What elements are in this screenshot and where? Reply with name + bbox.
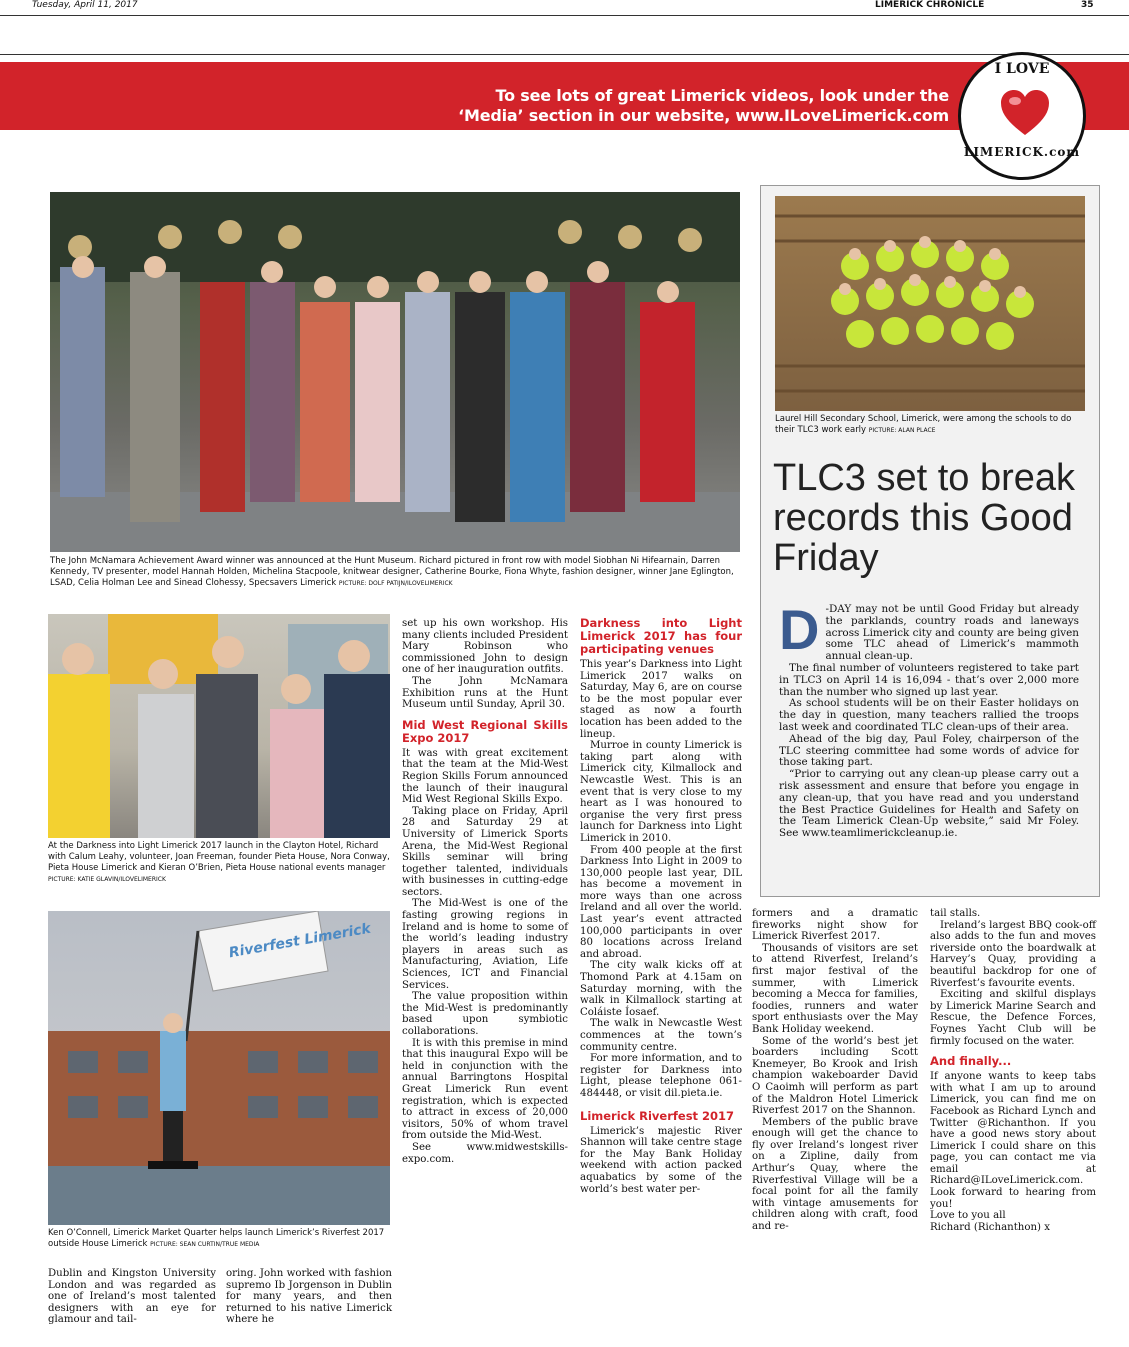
photo2-caption-text: At the Darkness into Light Limerick 2017 launch in the Clayton Hotel, Richard with Calum Leahy, volunteer, Joan Freeman, founder Pieta House, Nora Conway, Pieta House Limerick and Kieran O’Brien, Pieta House national events manager (48, 841, 390, 873)
col-e-para-3: Some of the world’s best jet boarders including Scott Knemeyer, Bo Krook and Irish champion wakeboarder David O Caoimh will perform as part of the Maldron Hotel Limerick Riverfest 2017 on the Shannon. (752, 1035, 918, 1117)
tlc3-para-5: “Prior to carrying out any clean-up please carry out a risk assessment and ensure that before you engage in any clean-up, that you have read and you understand the Best Practice Guidelines for Health and Safety on the Team Limerick Clean-Up website,” said Mr Foley. See www.teamlimerickcleanup.ie. (779, 768, 1079, 840)
photo3-caption-text: Ken O’Connell, Limerick Market Quarter helps launch Limerick’s Riverfest 2017 outside House Limerick (48, 1228, 385, 1249)
photo3-caption (48, 1228, 393, 1250)
tlc3-body (779, 598, 1079, 840)
col-d-para-7: Limerick’s majestic River Shannon will take centre stage for the May Bank Holiday weekend with action packed aquabatics by some of the world’s best water per- (580, 1125, 742, 1195)
col-e-para-2: Thousands of visitors are set to attend Riverfest, Ireland’s first major festival of the summer, with Limerick becoming a Mecca for families, foodies, runners and water sport enthusiasts over the May Bank Holiday weekend. (752, 942, 918, 1035)
tlc3-sidebar (760, 185, 1100, 897)
col-e-para-1: formers and a dramatic fireworks night show for Limerick Riverfest 2017. (752, 908, 918, 943)
col-f-para-1: tail stalls. (930, 908, 981, 919)
photo-laurel-hill-students (775, 196, 1085, 411)
banner-line-2: ‘Media’ section in our website, www.ILoveLimerick.com (458, 106, 949, 125)
col-c-para-3: It was with great excitement that the team at the Mid-West Region Skills Forum announced the launch of their inaugural Mid West Regional Skills Expo. (402, 747, 568, 806)
tlc3-headline: TLC3 set to break records this Good Friday (773, 457, 1076, 579)
col-f-para-3: Exciting and skilful displays by Limerick Marine Search and Rescue, the Defence Forces, Foynes Yacht Club will be firmly focused on the water. (930, 989, 1096, 1047)
col-f-para-6: Richard (Richanthon) x (930, 1221, 1051, 1233)
dil-group-illustration (48, 614, 390, 838)
photo1-credit: PICTURE: DOLF PATIJN/ILOVELIMERICK (338, 580, 453, 587)
newspaper-name: LIMERICK CHRONICLE (875, 0, 985, 10)
col-d-para-3: From 400 people at the first Darkness Into Light in 2009 to 130,000 people last year, DIL has become a movement in more ways than one across Ireland and all over the world. Last year’s event attracted 100,000 participants in over 80 locations across Ireland and abroad. (580, 844, 742, 960)
riverfest-illustration (48, 911, 390, 1225)
photo4-caption (775, 414, 1085, 436)
subhead-and-finally: And finally... (930, 1054, 1012, 1069)
col-d-para-2: Murroe in county Limerick is taking part along with Limerick city, Kilmallock and Newcastle West. This is an event that is very close to my heart as I was honoured to organise the very first press launch for Darkness into Light Limerick in 2010. (580, 740, 742, 844)
photo3-credit: PICTURE: SEAN CURTIN/TRUE MEDIA (150, 1241, 260, 1248)
subhead-darkness-into-light: Darkness into Light Limerick 2017 has four participating venues (580, 616, 742, 656)
column-d (580, 617, 742, 1195)
col-c-para-4: Taking place on Friday, April 28 and Saturday 29 at University of Limerick Sports Arena, the Mid-West Regional Skills seminar will bring together talented, individuals with businesses in cutting-edge sectors. (402, 805, 568, 898)
column-f (930, 908, 1096, 1233)
col-d-para-4: The city walk kicks off at Thomond Park at 4.15am on Saturday morning, with the walk in Kilmallock starting at Coláiste Íosaef. (580, 960, 742, 1018)
tlc3-para-1: -DAY may not be until Good Friday but already the parklands, country roads and laneways across Limerick city and county are being given some TLC ahead of Limerick’s mammoth annual clean-up. (825, 603, 1079, 663)
students-illustration (775, 196, 1085, 411)
col-d-para-5: The walk in Newcastle West commences at the town’s community centre. (580, 1018, 742, 1053)
photo-darkness-into-light (48, 614, 390, 838)
logo-top-text: I LOVE (994, 61, 1050, 77)
column-b (226, 1268, 392, 1326)
subhead-skills-expo: Mid West Regional Skills Expo 2017 (402, 717, 568, 745)
column-a (48, 1268, 216, 1326)
photo-riverfest (48, 911, 390, 1225)
col-e-para-4: Members of the public brave enough will get the chance to fly over Ireland’s longest river on a Zipline, daily from Arthur’s Quay, where the Riverfestival Village will be a focal point for all the family with vintage amusements for children along with craft, food and re- (752, 1116, 918, 1233)
col-d-para-1: This year’s Darkness into Light Limerick 2017 walks on Saturday, May 6, are on course to be the most popular ever staged as now a fourth location has been added to the lineup. (580, 659, 742, 740)
column-c (402, 618, 568, 1165)
tlc3-para-2: The final number of volunteers registered to take part in TLC3 on April 14 is 16,094 - that’s over 2,000 more than the number who signed up last year. (779, 661, 1079, 698)
col-b-para-1: oring. John worked with fashion supremo Ib Jorgenson in Dublin for many years, and then returned to his native Limerick where he (226, 1268, 392, 1326)
banner-text (458, 86, 949, 126)
col-c-para-2: The John McNamara Exhibition runs at the Hunt Museum until Sunday, April 30. (402, 675, 568, 711)
page-number: 35 (1081, 0, 1094, 10)
heart-icon (999, 87, 1051, 139)
logo-bottom-text: LIMERICK.com (963, 145, 1081, 159)
col-c-para-8: See www.midwestskills-expo.com. (402, 1141, 568, 1165)
col-f-para-4: If anyone wants to keep tabs with what I am up to around Limerick, you can find me on Facebook as Richard Lynch and Twitter @Richanthon. If you have a good news story about Limerick I could share on this page, you can contact me via email at Richard@ILoveLimerick.com. Look forward to hearing from you! (930, 1071, 1096, 1210)
header-rule-2 (0, 54, 1129, 55)
col-c-para-6: The value proposition within the Mid-West is predominantly based upon symbiotic collaborations. (402, 991, 568, 1037)
fashion-group-illustration (50, 192, 740, 552)
running-header (0, 0, 1129, 14)
riverfest-flag-text: Riverfest Limerick (227, 920, 373, 962)
col-f-para-5: Love to you all (930, 1210, 1006, 1222)
col-f-para-2: Ireland’s largest BBQ cook-off also adds to the fun and moves riverside onto the boardwalk at Harvey’s Quay, providing a beautiful backdrop for one of Riverfest’s favourite events. (930, 919, 1096, 989)
subhead-riverfest: Limerick Riverfest 2017 (580, 1108, 735, 1123)
col-c-para-5: The Mid-West is one of the fasting growing regions in Ireland and is home to some of the world’s leading industry players in areas such as Manufacturing, Aviation, Life Sciences, ICT and Financial Services. (402, 898, 568, 991)
i-love-limerick-logo (958, 52, 1086, 180)
photo2-caption (48, 841, 393, 885)
photo1-caption (50, 556, 740, 589)
photo1-caption-text: The John McNamara Achievement Award winner was announced at the Hunt Museum. Richard pictured in front row with model Siobhan Ni Hifearnain, Darren Kennedy, TV presenter, model Hannah Holden, Michelina Stacpoole, knitwear designer, Catherine Bourke, Fiona Whyte, fashion designer, winner Jane Eglington, LSAD, Celia Holman Lee and Sinead Clohessy, Specsavers Limerick (50, 556, 734, 588)
drop-cap: D (779, 598, 820, 661)
header-rule (0, 15, 1129, 16)
tlc3-para-4: Ahead of the big day, Paul Foley, chairperson of the TLC steering committee had some words of advice for those taking part. (779, 732, 1079, 769)
photo4-credit: PICTURE: ALAN PLACE (868, 427, 936, 434)
photo-fashion-award (50, 192, 740, 552)
column-e (752, 908, 918, 1233)
tlc3-para-3: As school students will be on their Easter holidays on the day in question, many teachers rallied the troops last week and coordinated TLC clean-ups of their area. (779, 697, 1079, 733)
photo2-credit: PICTURE: KATIE GLAVIN/ILOVELIMERICK (48, 876, 166, 883)
issue-date: Tuesday, April 11, 2017 (32, 0, 138, 10)
col-c-para-1: set up his own workshop. His many clients included President Mary Robinson who commissioned John to design one of her inauguration outfits. (402, 618, 568, 676)
banner-line-1: To see lots of great Limerick videos, look under the (495, 86, 949, 105)
photo4-caption-text: Laurel Hill Secondary School, Limerick, were among the schools to do their TLC3 work early (775, 414, 1072, 435)
col-c-para-7: It is with this premise in mind that this inaugural Expo will be held in conjunction with the annual Barringtons Hospital Great Limerick Run event registration, which is expected to attract in excess of 20,000 visitors, 50% of whom travel from outside the Mid-West. (402, 1037, 568, 1142)
col-d-para-6: For more information, and to register for Darkness into Light, please telephone 061-484448, or visit dil.pieta.ie. (580, 1053, 742, 1099)
col-a-para-1: Dublin and Kingston University London and was regarded as one of Ireland’s most talented designers with an eye for glamour and tail- (48, 1268, 216, 1326)
